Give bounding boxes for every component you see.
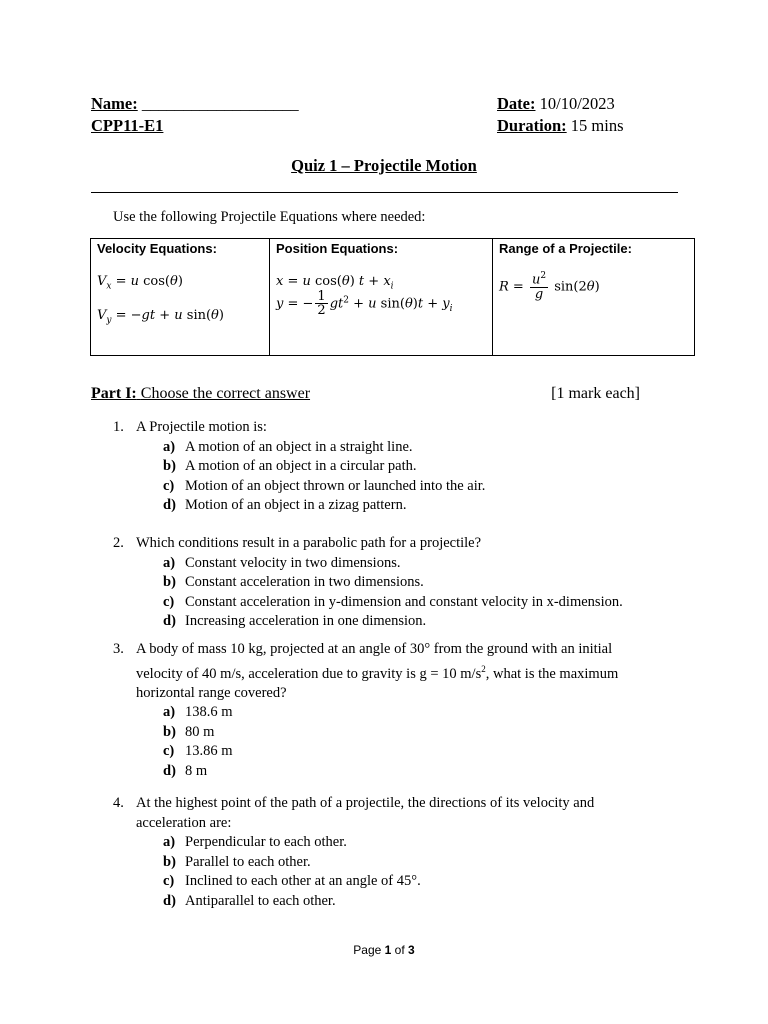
vy-equation: $V_y = -gt + u$ sin(θ) — [97, 307, 224, 326]
question-number: 4. — [113, 795, 124, 811]
option-b: b) 80 m — [163, 723, 215, 740]
option-c: c) Constant acceleration in y-dimension and constant velocity in x-dimension. — [163, 593, 623, 610]
question-number: 3. — [113, 641, 124, 657]
equations-intro: Use the following Projectile Equations where needed: — [113, 209, 426, 225]
option-c: c) 13.86 m — [163, 743, 233, 760]
position-cell — [270, 239, 493, 356]
range-cell — [493, 239, 695, 356]
options-list — [163, 438, 658, 516]
range-equation: R = $\frac{u^2}{g}$ sin(2θ) — [499, 271, 600, 302]
option-b: b) Parallel to each other. — [163, 853, 311, 870]
question-number: 2. — [113, 535, 124, 551]
question-text: A Projectile motion is: — [136, 419, 267, 435]
option-b: b) A motion of an object in a circular path. — [163, 458, 417, 474]
question-1 — [113, 418, 658, 516]
velocity-heading: Velocity Equations: — [97, 241, 217, 256]
option-c: c) Motion of an object thrown or launched into the air. — [163, 477, 486, 494]
page-current: 1 — [384, 943, 392, 957]
page-word: Page — [353, 943, 382, 957]
option-c: c) Inclined to each other at an angle of 45°. — [163, 873, 421, 889]
page-total: 3 — [408, 943, 415, 957]
name-blank: ___________________ — [141, 94, 299, 113]
x-equation: x = u cos(θ) $t + x_i$ — [276, 274, 394, 292]
name-label: Name: — [91, 94, 138, 113]
question-2 — [113, 534, 658, 632]
option-a: a) Perpendicular to each other. — [163, 834, 347, 850]
duration-line — [497, 116, 624, 136]
page-footer — [0, 943, 768, 957]
position-heading: Position Equations: — [276, 241, 399, 256]
date-label: Date: — [497, 94, 536, 113]
range-heading: Range of a Projectile: — [499, 241, 632, 256]
question-text: Which conditions result in a parabolic path for a projectile? — [136, 535, 482, 551]
part-label: Part I: — [91, 385, 137, 402]
part-marks: [1 mark each] — [551, 385, 640, 402]
options-list — [163, 703, 658, 781]
equations-table — [90, 238, 695, 356]
part-heading — [91, 385, 640, 403]
option-d: d) 8 m — [163, 762, 208, 779]
question-text: A body of mass 10 kg, projected at an angle of 30° from the ground with an initial velocity of 40 m/s, acceleration due to gravity is g = 10 $m/s^2$, what is the maximum horizontal range covered? — [136, 641, 619, 701]
date-line — [497, 94, 615, 114]
of-word: of — [394, 943, 405, 957]
y-equation: y = − $\frac{1}{2}$ $gt^2 + u$ $\sin(\theta)t + y_i$ — [276, 288, 453, 319]
page-title: Quiz 1 – Projectile Motion — [291, 156, 477, 175]
title-divider — [91, 192, 678, 193]
duration-label: Duration: — [497, 116, 567, 135]
option-b: b) Constant acceleration in two dimensions. — [163, 574, 424, 590]
question-3 — [113, 640, 658, 781]
course-code: CPP11-E1 — [91, 116, 164, 135]
vx-equation: $V_x = u$ cos(θ) — [97, 274, 183, 292]
question-text: At the highest point of the path of a projectile, the directions of its velocity and acceleration are: — [136, 795, 595, 831]
option-a: a) 138.6 m — [163, 704, 233, 721]
question-4 — [113, 794, 658, 911]
option-d: d) Antiparallel to each other. — [163, 892, 336, 909]
option-d: d) Increasing acceleration in one dimension. — [163, 613, 427, 629]
part-instruction: Choose the correct answer — [140, 385, 311, 402]
options-list — [163, 833, 658, 911]
duration-value: 15 mins — [570, 116, 624, 135]
date-value: 10/10/2023 — [539, 94, 615, 113]
options-list — [163, 554, 658, 632]
velocity-cell — [91, 239, 270, 356]
question-number: 1. — [113, 419, 124, 435]
option-a: a) A motion of an object in a straight line. — [163, 438, 413, 455]
name-line — [91, 94, 299, 114]
option-a: a) Constant velocity in two dimensions. — [163, 554, 401, 571]
option-d: d) Motion of an object in a zizag pattern. — [163, 497, 407, 513]
